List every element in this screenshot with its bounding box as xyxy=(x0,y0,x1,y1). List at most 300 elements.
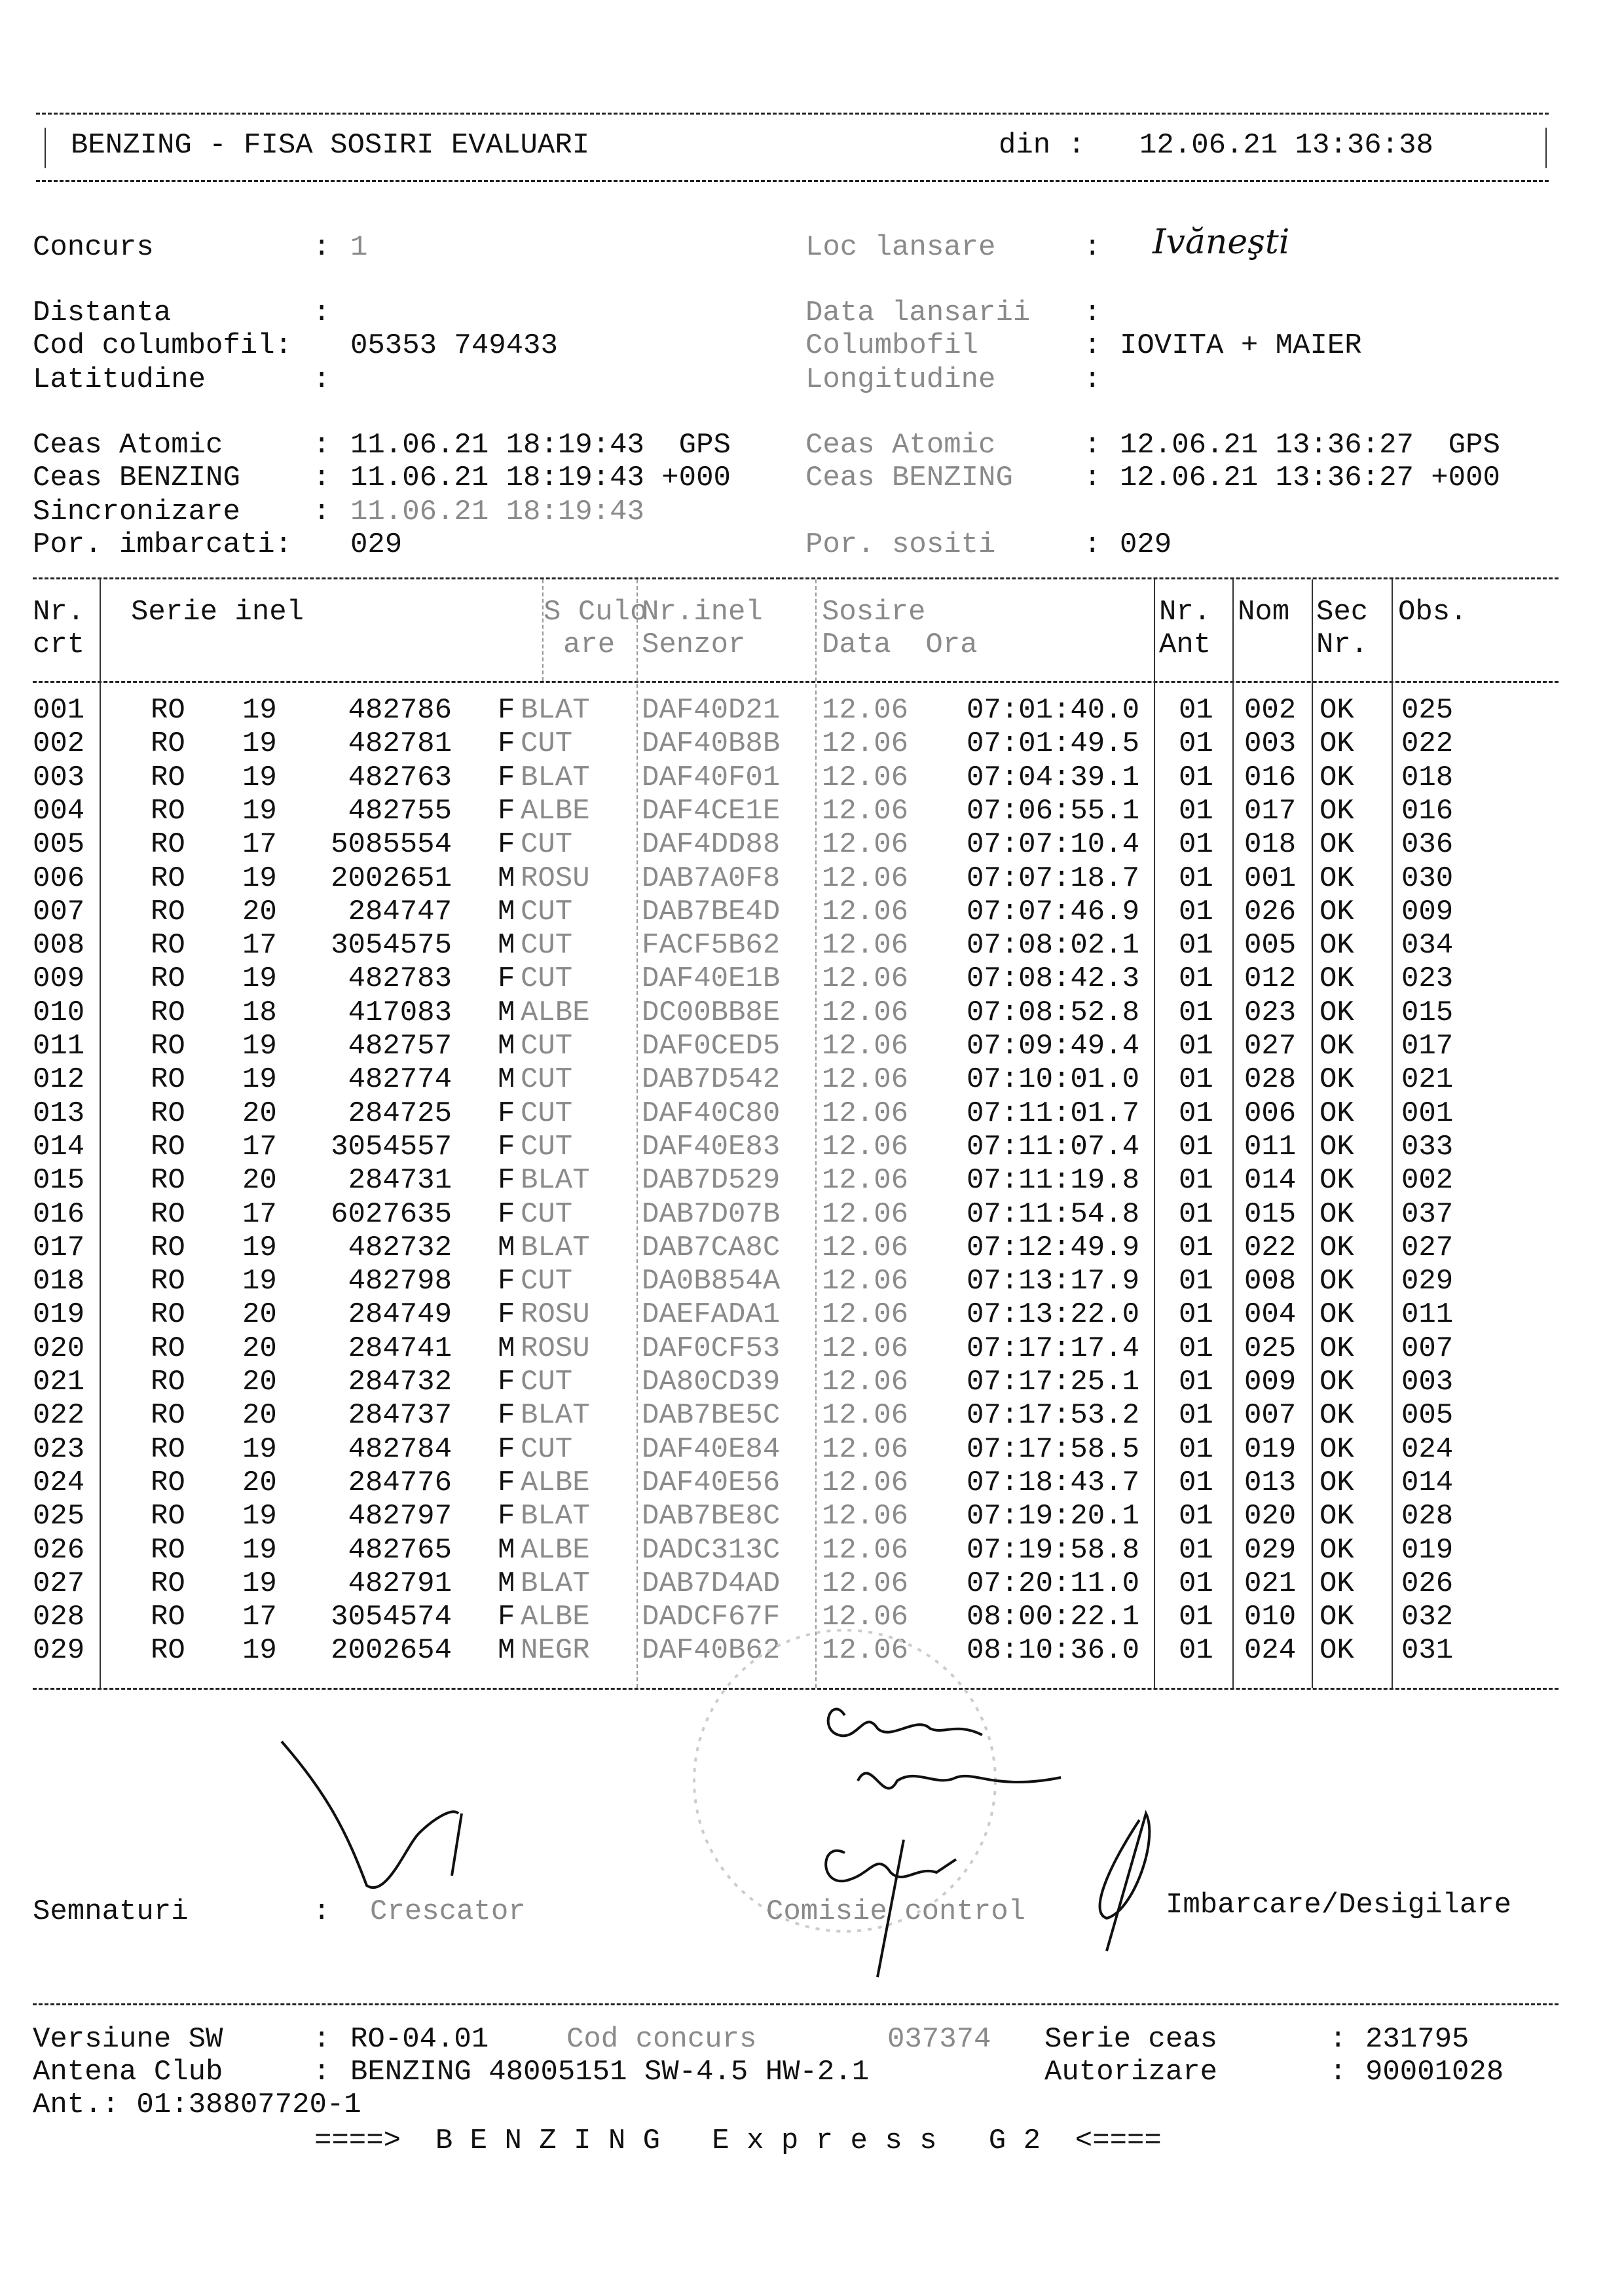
cell-color: BLAT xyxy=(521,1164,590,1197)
cell-sensor-ring: DAB7D542 xyxy=(642,1063,781,1097)
ceas-atomic-start-label: Ceas Atomic xyxy=(33,429,223,462)
ceas-atomic-end-label: Ceas Atomic xyxy=(805,429,996,462)
cell-antenna: 01 xyxy=(1179,1164,1213,1197)
cell-sensor-ring: DAF40E56 xyxy=(642,1466,781,1499)
imbarcare-label: Imbarcare/Desigilare xyxy=(1166,1889,1512,1922)
cell-antenna: 01 xyxy=(1179,996,1213,1029)
cell-sensor-ring: DA0B854A xyxy=(642,1265,781,1298)
header-data-ora: Data Ora xyxy=(822,629,978,661)
cell-obs: 001 xyxy=(1401,1097,1454,1130)
cell-nr-crt: 004 xyxy=(33,794,85,828)
cell-antenna: 01 xyxy=(1179,1399,1213,1432)
cell-arrival-date: 12.06 xyxy=(822,1399,909,1432)
cell-country: RO xyxy=(151,761,185,794)
cell-nr-crt: 020 xyxy=(33,1332,85,1365)
cell-year: 20 xyxy=(242,1466,277,1499)
cell-arrival-date: 12.06 xyxy=(822,1164,909,1197)
cell-sex: M xyxy=(498,1533,515,1567)
cell-sex: F xyxy=(498,828,515,862)
cell-antenna: 01 xyxy=(1179,1332,1213,1365)
cell-obs: 011 xyxy=(1401,1298,1454,1332)
cell-ring-number: 482781 xyxy=(348,727,452,761)
ceas-atomic-start-value: 11.06.21 18:19:43 GPS xyxy=(350,429,731,462)
cell-year: 17 xyxy=(242,1197,277,1231)
cell-nominated: 005 xyxy=(1244,929,1297,962)
cell-obs: 017 xyxy=(1401,1030,1454,1063)
antena-label: Antena Club xyxy=(33,2056,223,2088)
cell-nr-crt: 006 xyxy=(33,862,85,895)
colon: : xyxy=(1329,2023,1347,2056)
colon: : xyxy=(1084,429,1101,462)
cell-year: 19 xyxy=(242,1634,277,1667)
cell-country: RO xyxy=(151,1567,185,1600)
cell-year: 19 xyxy=(242,862,277,895)
cell-sensor-ring: DAEFADA1 xyxy=(642,1298,781,1332)
colon: : xyxy=(1084,297,1101,329)
cell-sec-status: OK xyxy=(1320,1164,1354,1197)
cell-color: BLAT xyxy=(521,1567,590,1600)
cell-year: 19 xyxy=(242,727,277,761)
cell-sensor-ring: DAF40E1B xyxy=(642,962,781,996)
sositi-label: Por. sositi xyxy=(805,528,996,561)
cell-obs: 018 xyxy=(1401,761,1454,794)
cell-obs: 027 xyxy=(1401,1231,1454,1264)
cell-sec-status: OK xyxy=(1320,1399,1354,1432)
cell-nr-crt: 002 xyxy=(33,727,85,761)
cell-arrival-date: 12.06 xyxy=(822,1567,909,1600)
cell-sex: F xyxy=(498,1399,515,1432)
latitudine-label: Latitudine xyxy=(33,363,206,396)
cell-nr-crt: 025 xyxy=(33,1500,85,1533)
cell-sex: F xyxy=(498,727,515,761)
cell-sex: F xyxy=(498,794,515,828)
cell-arrival-time: 07:11:19.8 xyxy=(966,1164,1139,1197)
cell-arrival-time: 07:04:39.1 xyxy=(966,761,1139,794)
comisie-control-label: Comisie control xyxy=(766,1895,1026,1928)
cell-color: CUT xyxy=(521,1432,573,1466)
header-nom: Nom xyxy=(1238,596,1290,629)
cell-sex: M xyxy=(498,1634,515,1667)
cell-antenna: 01 xyxy=(1179,1601,1213,1634)
cell-color: BLAT xyxy=(521,761,590,794)
cell-color: CUT xyxy=(521,1366,573,1398)
cell-color: ROSU xyxy=(521,1298,590,1332)
cell-color: ROSU xyxy=(521,1332,590,1365)
sositi-value: 029 xyxy=(1120,528,1172,561)
colon: : xyxy=(313,231,331,264)
cell-obs: 005 xyxy=(1401,1399,1454,1432)
cell-sec-status: OK xyxy=(1320,1030,1354,1063)
cell-ring-number: 482783 xyxy=(348,962,452,996)
cell-year: 20 xyxy=(242,1164,277,1197)
cell-antenna: 01 xyxy=(1179,862,1213,895)
data-lansarii-label: Data lansarii xyxy=(805,297,1031,329)
cell-sec-status: OK xyxy=(1320,1533,1354,1567)
cell-color: CUT xyxy=(521,929,573,962)
cell-sensor-ring: DAF40B62 xyxy=(642,1634,781,1667)
cell-sec-status: OK xyxy=(1320,1432,1354,1466)
colon: : xyxy=(313,363,331,396)
cell-sensor-ring: DAF40B8B xyxy=(642,727,781,761)
cell-year: 20 xyxy=(242,1298,277,1332)
ceas-benzing-start-label: Ceas BENZING xyxy=(33,462,240,494)
cell-antenna: 01 xyxy=(1179,828,1213,862)
cell-country: RO xyxy=(151,862,185,895)
cell-arrival-time: 07:01:40.0 xyxy=(966,694,1139,727)
cell-ring-number: 2002654 xyxy=(331,1634,452,1667)
cell-color: CUT xyxy=(521,828,573,862)
header-sec: Sec xyxy=(1316,596,1369,629)
cell-arrival-time: 07:07:18.7 xyxy=(966,862,1139,895)
cell-year: 19 xyxy=(242,1231,277,1264)
sincronizare-label: Sincronizare xyxy=(33,496,240,528)
cell-ring-number: 3054557 xyxy=(331,1130,452,1163)
cell-ring-number: 482791 xyxy=(348,1567,452,1600)
cell-year: 17 xyxy=(242,828,277,862)
header-culoare: S Culo xyxy=(544,596,648,629)
colon: : xyxy=(313,297,331,329)
cell-sex: M xyxy=(498,996,515,1029)
report-title: BENZING - FISA SOSIRI EVALUARI xyxy=(71,129,590,162)
cell-year: 19 xyxy=(242,1063,277,1097)
cell-antenna: 01 xyxy=(1179,1466,1213,1499)
cell-color: CUT xyxy=(521,1265,573,1298)
cell-sex: M xyxy=(498,929,515,962)
cell-sec-status: OK xyxy=(1320,1063,1354,1097)
cell-nominated: 007 xyxy=(1244,1399,1297,1432)
cell-ring-number: 482732 xyxy=(348,1231,452,1264)
cell-country: RO xyxy=(151,1432,185,1466)
from-label: din : xyxy=(999,129,1086,162)
concurs-value: 1 xyxy=(350,231,368,264)
cell-sex: F xyxy=(498,962,515,996)
cell-year: 19 xyxy=(242,794,277,828)
cell-nominated: 027 xyxy=(1244,1030,1297,1063)
versiune-label: Versiune SW xyxy=(33,2023,223,2056)
cell-arrival-date: 12.06 xyxy=(822,1533,909,1567)
cell-sex: F xyxy=(498,1164,515,1197)
cell-nr-crt: 012 xyxy=(33,1063,85,1097)
cell-nominated: 014 xyxy=(1244,1164,1297,1197)
cell-obs: 037 xyxy=(1401,1197,1454,1231)
cell-obs: 026 xyxy=(1401,1567,1454,1600)
cell-sensor-ring: DAF40D21 xyxy=(642,694,781,727)
cell-antenna: 01 xyxy=(1179,1432,1213,1466)
cell-ring-number: 482797 xyxy=(348,1500,452,1533)
cell-ring-number: 284731 xyxy=(348,1164,452,1197)
cell-arrival-time: 07:17:58.5 xyxy=(966,1432,1139,1466)
cod-columbofil-label: Cod columbofil: xyxy=(33,329,293,362)
cell-nominated: 009 xyxy=(1244,1366,1297,1398)
cell-arrival-date: 12.06 xyxy=(822,828,909,862)
cell-year: 18 xyxy=(242,996,277,1029)
cell-year: 19 xyxy=(242,694,277,727)
cell-antenna: 01 xyxy=(1179,1231,1213,1264)
footer-border xyxy=(33,2003,1559,2005)
cell-nominated: 021 xyxy=(1244,1567,1297,1600)
cell-sensor-ring: DAB7A0F8 xyxy=(642,862,781,895)
cell-arrival-date: 12.06 xyxy=(822,1634,909,1667)
header-serie-inel: Serie inel xyxy=(131,596,304,629)
cell-antenna: 01 xyxy=(1179,761,1213,794)
cell-nominated: 006 xyxy=(1244,1097,1297,1130)
cell-arrival-date: 12.06 xyxy=(822,1231,909,1264)
cell-country: RO xyxy=(151,1399,185,1432)
cell-nominated: 018 xyxy=(1244,828,1297,862)
cell-sec-status: OK xyxy=(1320,1500,1354,1533)
cell-sex: F xyxy=(498,1601,515,1634)
distanta-label: Distanta xyxy=(33,297,172,329)
colon: : xyxy=(313,1895,331,1928)
loc-lansare-handwritten: Ivăneşti xyxy=(1153,223,1290,262)
cell-country: RO xyxy=(151,1097,185,1130)
cell-arrival-time: 07:17:17.4 xyxy=(966,1332,1139,1365)
cell-sensor-ring: DAB7D07B xyxy=(642,1197,781,1231)
cell-nr-crt: 029 xyxy=(33,1634,85,1667)
header-nr-inel: Nr.inel xyxy=(642,596,763,629)
cell-sec-status: OK xyxy=(1320,1601,1354,1634)
cell-country: RO xyxy=(151,794,185,828)
cell-arrival-time: 07:08:52.8 xyxy=(966,996,1139,1029)
cell-antenna: 01 xyxy=(1179,1030,1213,1063)
cell-arrival-date: 12.06 xyxy=(822,1130,909,1163)
cell-nr-crt: 003 xyxy=(33,761,85,794)
cell-antenna: 01 xyxy=(1179,1197,1213,1231)
cell-arrival-date: 12.06 xyxy=(822,1601,909,1634)
cell-sensor-ring: DAF40F01 xyxy=(642,761,781,794)
cell-nr-crt: 011 xyxy=(33,1030,85,1063)
cell-sex: F xyxy=(498,1500,515,1533)
cell-antenna: 01 xyxy=(1179,1097,1213,1130)
cell-sex: M xyxy=(498,1063,515,1097)
cell-antenna: 01 xyxy=(1179,794,1213,828)
cell-year: 17 xyxy=(242,929,277,962)
cell-arrival-date: 12.06 xyxy=(822,895,909,928)
colon: : xyxy=(313,496,331,528)
cell-color: ALBE xyxy=(521,996,590,1029)
cell-ring-number: 482786 xyxy=(348,694,452,727)
cell-sex: F xyxy=(498,1366,515,1398)
cell-ring-number: 284747 xyxy=(348,895,452,928)
cell-sensor-ring: DA80CD39 xyxy=(642,1366,781,1398)
cell-country: RO xyxy=(151,1366,185,1398)
cell-country: RO xyxy=(151,1063,185,1097)
cell-sec-status: OK xyxy=(1320,1366,1354,1398)
cell-nominated: 002 xyxy=(1244,694,1297,727)
cell-nominated: 029 xyxy=(1244,1533,1297,1567)
cell-sensor-ring: DAF40E83 xyxy=(642,1130,781,1163)
header-obs: Obs. xyxy=(1398,596,1467,629)
cell-year: 19 xyxy=(242,1500,277,1533)
cod-concurs-label: Cod concurs xyxy=(566,2023,757,2056)
cell-arrival-date: 12.06 xyxy=(822,1197,909,1231)
columbofil-value: IOVITA + MAIER xyxy=(1120,329,1362,362)
colon: : xyxy=(1329,2056,1347,2088)
cell-country: RO xyxy=(151,895,185,928)
cell-obs: 016 xyxy=(1401,794,1454,828)
cell-sec-status: OK xyxy=(1320,727,1354,761)
serie-ceas-value: 231795 xyxy=(1365,2023,1469,2056)
cell-sec-status: OK xyxy=(1320,1634,1354,1667)
cell-sex: M xyxy=(498,1231,515,1264)
cell-sec-status: OK xyxy=(1320,1130,1354,1163)
cell-sec-status: OK xyxy=(1320,862,1354,895)
cell-arrival-date: 12.06 xyxy=(822,727,909,761)
cell-obs: 022 xyxy=(1401,727,1454,761)
cell-nominated: 011 xyxy=(1244,1130,1297,1163)
cell-ring-number: 284732 xyxy=(348,1366,452,1398)
cell-obs: 030 xyxy=(1401,862,1454,895)
cell-nr-crt: 010 xyxy=(33,996,85,1029)
cell-arrival-date: 12.06 xyxy=(822,1466,909,1499)
autorizare-label: Autorizare xyxy=(1044,2056,1218,2088)
cell-ring-number: 3054575 xyxy=(331,929,452,962)
cell-arrival-date: 12.06 xyxy=(822,1366,909,1398)
cell-ring-number: 284737 xyxy=(348,1399,452,1432)
concurs-label: Concurs xyxy=(33,231,154,264)
cell-sex: F xyxy=(498,694,515,727)
cell-ring-number: 482763 xyxy=(348,761,452,794)
colon: : xyxy=(313,429,331,462)
cell-sec-status: OK xyxy=(1320,828,1354,862)
cell-antenna: 01 xyxy=(1179,694,1213,727)
cell-nominated: 025 xyxy=(1244,1332,1297,1365)
cell-sex: F xyxy=(498,1265,515,1298)
cell-country: RO xyxy=(151,1533,185,1567)
cell-country: RO xyxy=(151,1332,185,1365)
cell-sec-status: OK xyxy=(1320,929,1354,962)
cell-ring-number: 284741 xyxy=(348,1332,452,1365)
cell-color: CUT xyxy=(521,727,573,761)
cell-sec-status: OK xyxy=(1320,1097,1354,1130)
cell-country: RO xyxy=(151,1634,185,1667)
cell-year: 19 xyxy=(242,1533,277,1567)
cell-antenna: 01 xyxy=(1179,1265,1213,1298)
cell-year: 19 xyxy=(242,1567,277,1600)
cell-arrival-time: 07:07:10.4 xyxy=(966,828,1139,862)
cell-nr-crt: 018 xyxy=(33,1265,85,1298)
serie-ceas-label: Serie ceas xyxy=(1044,2023,1218,2056)
cell-ring-number: 284725 xyxy=(348,1097,452,1130)
cell-nr-crt: 017 xyxy=(33,1231,85,1264)
cell-color: ALBE xyxy=(521,1466,590,1499)
cell-nr-crt: 009 xyxy=(33,962,85,996)
cell-country: RO xyxy=(151,1130,185,1163)
cell-nr-crt: 014 xyxy=(33,1130,85,1163)
cell-sec-status: OK xyxy=(1320,761,1354,794)
cell-ring-number: 482774 xyxy=(348,1063,452,1097)
cell-nominated: 010 xyxy=(1244,1601,1297,1634)
cell-nominated: 026 xyxy=(1244,895,1297,928)
cell-year: 20 xyxy=(242,895,277,928)
cell-arrival-date: 12.06 xyxy=(822,694,909,727)
cell-sex: F xyxy=(498,1466,515,1499)
longitudine-label: Longitudine xyxy=(805,363,996,396)
cell-nr-crt: 019 xyxy=(33,1298,85,1332)
cell-arrival-date: 12.06 xyxy=(822,996,909,1029)
cell-sec-status: OK xyxy=(1320,895,1354,928)
cell-nominated: 016 xyxy=(1244,761,1297,794)
cell-arrival-date: 12.06 xyxy=(822,1500,909,1533)
cell-arrival-date: 12.06 xyxy=(822,1030,909,1063)
cell-year: 20 xyxy=(242,1097,277,1130)
cell-sex: F xyxy=(498,1432,515,1466)
cell-nr-crt: 022 xyxy=(33,1399,85,1432)
cell-arrival-time: 07:18:43.7 xyxy=(966,1466,1139,1499)
cell-nr-crt: 024 xyxy=(33,1466,85,1499)
ceas-benzing-end-label: Ceas BENZING xyxy=(805,462,1013,494)
cell-sec-status: OK xyxy=(1320,1197,1354,1231)
cell-nr-crt: 016 xyxy=(33,1197,85,1231)
cell-arrival-time: 07:11:07.4 xyxy=(966,1130,1139,1163)
cell-country: RO xyxy=(151,996,185,1029)
cell-color: ROSU xyxy=(521,862,590,895)
cell-obs: 033 xyxy=(1401,1130,1454,1163)
crescator-signature xyxy=(282,1741,462,1887)
cell-year: 19 xyxy=(242,1265,277,1298)
comisie-signature xyxy=(826,1709,1149,1977)
cell-arrival-date: 12.06 xyxy=(822,1332,909,1365)
cell-color: BLAT xyxy=(521,1500,590,1533)
cell-sec-status: OK xyxy=(1320,794,1354,828)
cell-sex: M xyxy=(498,895,515,928)
cell-country: RO xyxy=(151,727,185,761)
cell-year: 19 xyxy=(242,761,277,794)
cell-nr-crt: 027 xyxy=(33,1567,85,1600)
cell-ring-number: 3054574 xyxy=(331,1601,452,1634)
cell-antenna: 01 xyxy=(1179,1130,1213,1163)
cell-sensor-ring: DAB7D4AD xyxy=(642,1567,781,1600)
cell-sex: M xyxy=(498,1030,515,1063)
cell-nr-crt: 021 xyxy=(33,1366,85,1398)
header-senzor: Senzor xyxy=(642,629,746,661)
header-nr: Nr. xyxy=(33,596,85,629)
cell-obs: 032 xyxy=(1401,1601,1454,1634)
cell-arrival-time: 07:11:01.7 xyxy=(966,1097,1139,1130)
autorizare-value: 90001028 xyxy=(1365,2056,1504,2088)
cell-antenna: 01 xyxy=(1179,1634,1213,1667)
cell-country: RO xyxy=(151,1298,185,1332)
cell-ring-number: 284776 xyxy=(348,1466,452,1499)
cell-sensor-ring: DAF40E84 xyxy=(642,1432,781,1466)
cell-sec-status: OK xyxy=(1320,962,1354,996)
cell-sex: F xyxy=(498,1097,515,1130)
colon: : xyxy=(313,2023,331,2056)
cell-sensor-ring: DAF4CE1E xyxy=(642,794,781,828)
cell-sec-status: OK xyxy=(1320,1231,1354,1264)
cell-sex: F xyxy=(498,1298,515,1332)
cell-country: RO xyxy=(151,1265,185,1298)
semnaturi-label: Semnaturi xyxy=(33,1895,189,1928)
cell-year: 19 xyxy=(242,1030,277,1063)
cell-arrival-date: 12.06 xyxy=(822,1298,909,1332)
cell-arrival-time: 07:08:42.3 xyxy=(966,962,1139,996)
cell-arrival-time: 07:13:22.0 xyxy=(966,1298,1139,1332)
cell-color: CUT xyxy=(521,962,573,996)
cell-sex: F xyxy=(498,1130,515,1163)
cell-nominated: 008 xyxy=(1244,1265,1297,1298)
cell-color: CUT xyxy=(521,895,573,928)
colon: : xyxy=(1084,462,1101,494)
cell-nr-crt: 026 xyxy=(33,1533,85,1567)
cell-nominated: 013 xyxy=(1244,1466,1297,1499)
cell-antenna: 01 xyxy=(1179,962,1213,996)
cod-columbofil-value: 05353 749433 xyxy=(350,329,558,362)
cell-obs: 029 xyxy=(1401,1265,1454,1298)
cell-antenna: 01 xyxy=(1179,895,1213,928)
cell-arrival-time: 07:09:49.4 xyxy=(966,1030,1139,1063)
cell-sensor-ring: DAF40C80 xyxy=(642,1097,781,1130)
